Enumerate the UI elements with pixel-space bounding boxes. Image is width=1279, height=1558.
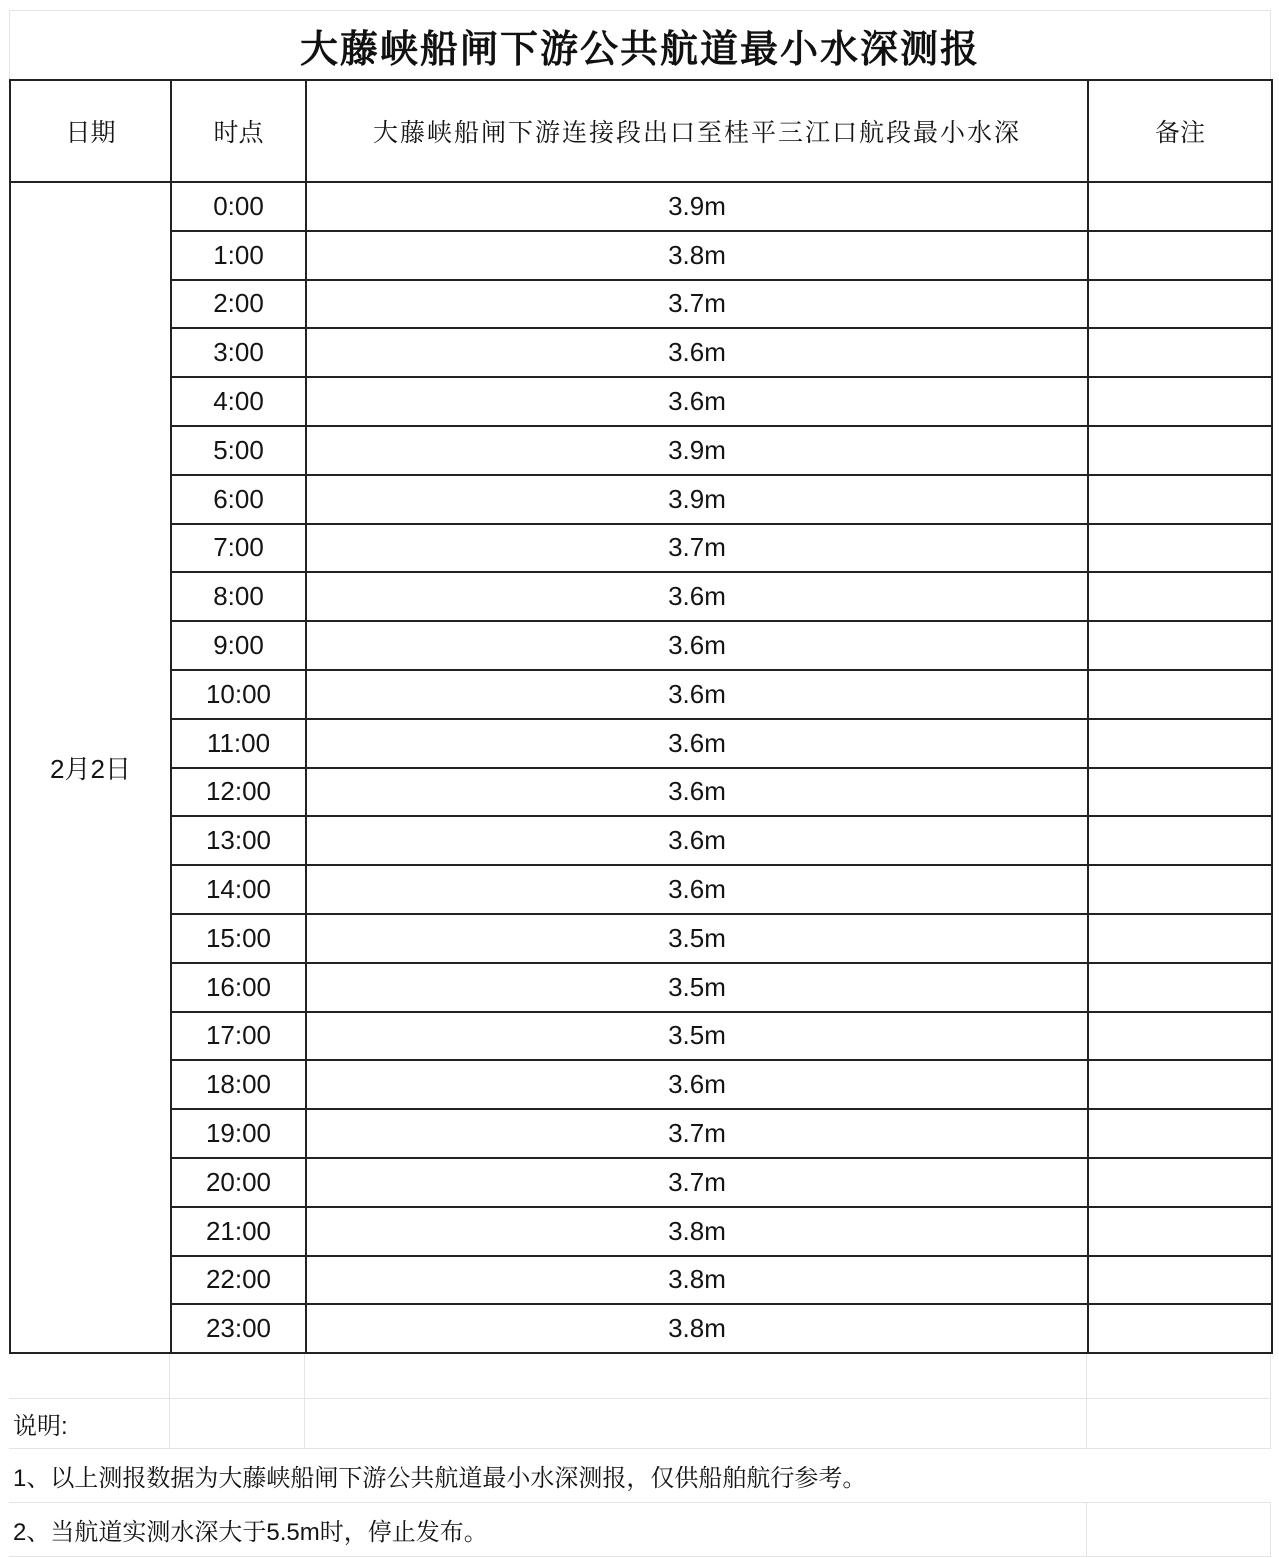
depth-cell: 3.6m: [306, 768, 1088, 817]
remark-cell: [1088, 426, 1272, 475]
report-title: 大藤峡船闸下游公共航道最小水深测报: [9, 10, 1271, 79]
remark-cell: [1088, 816, 1272, 865]
spacer-row: [9, 1354, 1271, 1399]
depth-cell: 3.6m: [306, 816, 1088, 865]
remark-cell: [1088, 1158, 1272, 1207]
remark-cell: [1088, 914, 1272, 963]
remark-cell: [1088, 865, 1272, 914]
time-cell: 16:00: [171, 963, 306, 1012]
table-row: [10, 1060, 1272, 1109]
table-row: [10, 670, 1272, 719]
time-cell: 23:00: [171, 1304, 306, 1353]
spacer-cell: [1087, 1399, 1271, 1448]
remark-cell: [1088, 719, 1272, 768]
depth-cell: 3.7m: [306, 524, 1088, 573]
table-row: [10, 524, 1272, 573]
remark-cell: [1088, 963, 1272, 1012]
spacer-cell: [170, 1354, 305, 1398]
table-row: [10, 1207, 1272, 1256]
spacer-cell: [1087, 1503, 1271, 1556]
notes-label-row: [9, 1399, 1271, 1449]
time-cell: 14:00: [171, 865, 306, 914]
remark-cell: [1088, 572, 1272, 621]
depth-cell: 3.8m: [306, 231, 1088, 280]
remark-cell: [1088, 475, 1272, 524]
spacer-cell: [1087, 1354, 1271, 1398]
time-cell: 21:00: [171, 1207, 306, 1256]
time-cell: 8:00: [171, 572, 306, 621]
depth-cell: 3.5m: [306, 914, 1088, 963]
remark-cell: [1088, 1060, 1272, 1109]
table-row: [10, 621, 1272, 670]
table-row: [10, 816, 1272, 865]
depth-cell: 3.8m: [306, 1256, 1088, 1305]
remark-cell: [1088, 328, 1272, 377]
table-row: [10, 1158, 1272, 1207]
depth-cell: 3.6m: [306, 670, 1088, 719]
header-time: 时点: [171, 80, 306, 182]
time-cell: 0:00: [171, 182, 306, 231]
spacer-cell: [170, 1399, 305, 1448]
footer-section: [9, 1354, 1271, 1557]
spacer-cell: [305, 1354, 1087, 1398]
depth-cell: 3.6m: [306, 328, 1088, 377]
table-row: [10, 1256, 1272, 1305]
time-cell: 19:00: [171, 1109, 306, 1158]
depth-cell: 3.6m: [306, 865, 1088, 914]
time-cell: 11:00: [171, 719, 306, 768]
time-cell: 20:00: [171, 1158, 306, 1207]
time-cell: 12:00: [171, 768, 306, 817]
time-cell: 13:00: [171, 816, 306, 865]
header-row: [10, 80, 1272, 182]
time-cell: 6:00: [171, 475, 306, 524]
table-row: [10, 719, 1272, 768]
table-row: [10, 1109, 1272, 1158]
table-row: [10, 1304, 1272, 1353]
table-row: [10, 182, 1272, 231]
header-depth: 大藤峡船闸下游连接段出口至桂平三江口航段最小水深: [306, 80, 1088, 182]
depth-cell: 3.9m: [306, 426, 1088, 475]
remark-cell: [1088, 182, 1272, 231]
time-cell: 2:00: [171, 280, 306, 329]
remark-cell: [1088, 280, 1272, 329]
table-row: [10, 475, 1272, 524]
header-date: 日期: [10, 80, 171, 182]
time-cell: 7:00: [171, 524, 306, 573]
table-row: [10, 231, 1272, 280]
time-cell: 10:00: [171, 670, 306, 719]
time-cell: 5:00: [171, 426, 306, 475]
depth-table: [9, 79, 1273, 1354]
remark-cell: [1088, 1207, 1272, 1256]
table-row: [10, 1012, 1272, 1061]
remark-cell: [1088, 670, 1272, 719]
time-cell: 15:00: [171, 914, 306, 963]
time-cell: 22:00: [171, 1256, 306, 1305]
table-row: [10, 426, 1272, 475]
table-row: [10, 328, 1272, 377]
spacer-cell: [305, 1399, 1087, 1448]
table-body: [10, 80, 1272, 1353]
table-row: [10, 377, 1272, 426]
depth-cell: 3.9m: [306, 475, 1088, 524]
table-row: [10, 914, 1272, 963]
notes-label: 说明:: [9, 1399, 170, 1448]
depth-cell: 3.9m: [306, 182, 1088, 231]
depth-cell: 3.7m: [306, 280, 1088, 329]
table-row: [10, 572, 1272, 621]
table-row: [10, 768, 1272, 817]
time-cell: 18:00: [171, 1060, 306, 1109]
table-row: [10, 280, 1272, 329]
depth-cell: 3.6m: [306, 1060, 1088, 1109]
depth-cell: 3.8m: [306, 1304, 1088, 1353]
remark-cell: [1088, 524, 1272, 573]
depth-cell: 3.6m: [306, 621, 1088, 670]
table-row: [10, 963, 1272, 1012]
depth-cell: 3.7m: [306, 1158, 1088, 1207]
depth-cell: 3.6m: [306, 377, 1088, 426]
depth-cell: 3.6m: [306, 572, 1088, 621]
depth-cell: 3.7m: [306, 1109, 1088, 1158]
time-cell: 1:00: [171, 231, 306, 280]
depth-cell: 3.5m: [306, 963, 1088, 1012]
note-row-1: [9, 1449, 1271, 1503]
header-remark: 备注: [1088, 80, 1272, 182]
note-row-2: [9, 1503, 1271, 1557]
depth-cell: 3.8m: [306, 1207, 1088, 1256]
time-cell: 4:00: [171, 377, 306, 426]
spacer-cell: [9, 1354, 170, 1398]
time-cell: 9:00: [171, 621, 306, 670]
remark-cell: [1088, 231, 1272, 280]
remark-cell: [1088, 1256, 1272, 1305]
time-cell: 17:00: [171, 1012, 306, 1061]
date-cell: 2月2日: [10, 182, 171, 1353]
remark-cell: [1088, 1304, 1272, 1353]
remark-cell: [1088, 621, 1272, 670]
note-item-1: 1、以上测报数据为大藤峡船闸下游公共航道最小水深测报，仅供船舶航行参考。: [13, 1465, 867, 1493]
remark-cell: [1088, 377, 1272, 426]
remark-cell: [1088, 1109, 1272, 1158]
depth-cell: 3.5m: [306, 1012, 1088, 1061]
time-cell: 3:00: [171, 328, 306, 377]
depth-cell: 3.6m: [306, 719, 1088, 768]
table-row: [10, 865, 1272, 914]
remark-cell: [1088, 1012, 1272, 1061]
note-item-2: 2、当航道实测水深大于5.5m时，停止发布。: [9, 1503, 1087, 1556]
remark-cell: [1088, 768, 1272, 817]
depth-report: [9, 10, 1271, 1557]
